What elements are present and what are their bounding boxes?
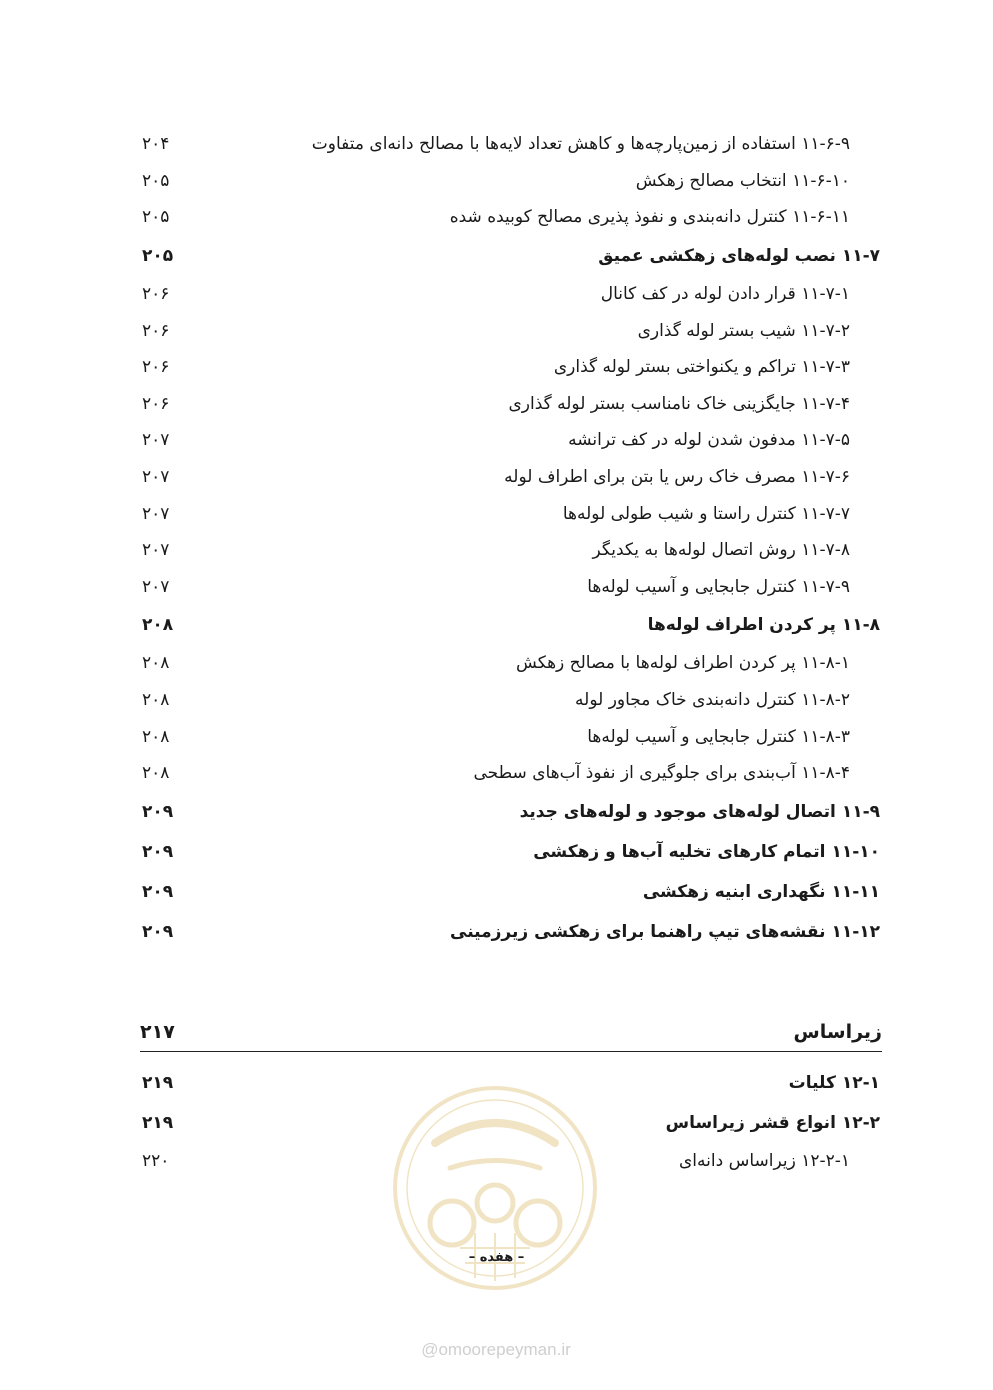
- toc-entry: [140, 872, 880, 912]
- toc-page-number: ۲۰۹: [142, 881, 174, 902]
- toc-entry-title: ۱۱-۷ نصب لوله‌های زهکشی عمیق: [598, 245, 880, 266]
- toc-entry-title: ۱۱-۶-۹ استفاده از زمین‌پارچه‌ها و کاهش تعداد لایه‌ها با مصالح دانه‌ای متفاوت: [311, 134, 850, 155]
- chapter-title: زیراساس: [793, 1021, 882, 1043]
- toc-entry: [140, 792, 880, 832]
- toc-entry-title: ۱۲-۲ انواع قشر زیراساس: [665, 1113, 880, 1133]
- toc-entry-title: ۱۱-۹ اتصال لوله‌های موجود و لوله‌های جدید: [519, 801, 880, 822]
- toc-page-number: ۲۰۶: [142, 320, 170, 341]
- toc-entry-title: ۱۱-۶-۱۰ انتخاب مصالح زهکش: [635, 170, 850, 191]
- toc-entry: [140, 276, 880, 313]
- toc-page-number: ۲۰۴: [142, 134, 170, 155]
- toc-page-number: ۲۰۸: [142, 653, 170, 674]
- toc-entry: [140, 569, 880, 606]
- toc-entry: [140, 718, 880, 755]
- toc-page-number: ۲۰۷: [142, 503, 170, 524]
- toc-entry-title: ۱۱-۱۱ نگهداری ابنیه زهکشی: [642, 881, 880, 902]
- toc-entry-title: ۱۱-۷-۳ تراکم و یکنواختی بستر لوله گذاری: [553, 357, 850, 378]
- toc-entry-title: ۱۲-۲-۱ زیراساس دانه‌ای: [679, 1151, 850, 1172]
- toc-entry: [140, 236, 880, 276]
- toc-entry-title: ۱۲-۱ کلیات: [788, 1073, 880, 1093]
- toc-page-number: ۲۰۵: [142, 245, 174, 266]
- toc-entry: [140, 605, 880, 645]
- toc-page-number: ۲۰۹: [142, 801, 174, 822]
- page-footer-number: – هفده –: [468, 1250, 525, 1265]
- toc-entry: [140, 682, 880, 719]
- toc-entry: [140, 349, 880, 386]
- toc-entry-title: ۱۱-۷-۲ شیب بستر لوله گذاری: [637, 320, 850, 341]
- toc-entry: [140, 755, 880, 792]
- toc-entry-title: ۱۱-۷-۵ مدفون شدن لوله در کف ترانشه: [568, 430, 850, 451]
- toc-page-number: ۲۱۹: [142, 1073, 174, 1093]
- toc-entry: [140, 832, 880, 872]
- toc-page-number: ۲۰۵: [142, 207, 170, 228]
- chapter-page-number: ۲۱۷: [140, 1021, 175, 1043]
- toc-entry: [140, 459, 880, 496]
- toc-page-number: ۲۰۹: [142, 921, 174, 942]
- toc-page-number: ۲۰۸: [142, 726, 170, 747]
- toc-page-number: ۲۰۸: [142, 690, 170, 711]
- toc-entry-title: ۱۱-۸-۴ آب‌بندی برای جلوگیری از نفوذ آب‌های سطحی: [473, 763, 850, 784]
- toc-entry-title: ۱۱-۶-۱۱ کنترل دانه‌بندی و نفوذ پذیری مصالح کوبیده شده: [449, 207, 850, 228]
- toc-page-number: ۲۰۵: [142, 170, 170, 191]
- toc-entry: [140, 312, 880, 349]
- toc-entry: [140, 126, 880, 163]
- toc-page-number: ۲۰۶: [142, 284, 170, 305]
- toc-page-number: ۲۰۶: [142, 393, 170, 414]
- toc-page-number: ۲۰۷: [142, 467, 170, 488]
- toc-entry: [140, 645, 880, 682]
- toc-page-number: ۲۰۹: [142, 841, 174, 862]
- toc-page-number: ۲۰۸: [142, 763, 170, 784]
- toc-entry: [140, 199, 880, 236]
- toc-entry: [140, 912, 880, 952]
- toc-page-number: ۲۰۷: [142, 540, 170, 561]
- toc-page-number: ۲۰۸: [142, 615, 174, 636]
- toc-entry-title: ۱۱-۷-۱ قرار دادن لوله در کف کانال: [600, 284, 850, 305]
- toc-entry-title: ۱۱-۸-۲ کنترل دانه‌بندی خاک مجاور لوله: [575, 690, 850, 711]
- toc-entry-title: ۱۱-۱۰ اتمام کارهای تخلیه آب‌ها و زهکشی: [533, 841, 880, 862]
- toc-page-number: ۲۰۷: [142, 430, 170, 451]
- toc-entry: [140, 495, 880, 532]
- toc-entry-title: ۱۱-۱۲ نقشه‌های تیپ راهنما برای زهکشی زیرزمینی: [450, 921, 880, 942]
- toc-page-number: ۲۲۰: [142, 1151, 170, 1172]
- toc-entry-title: ۱۱-۸-۱ پر کردن اطراف لوله‌ها با مصالح زهکش: [516, 653, 850, 674]
- toc-entry: [140, 163, 880, 200]
- toc-entry-title: ۱۱-۷-۴ جایگزینی خاک نامناسب بستر لوله گذاری: [508, 393, 850, 414]
- chapter-heading: [140, 1013, 882, 1052]
- toc-list: [140, 126, 880, 952]
- toc-page-number: ۲۱۹: [142, 1113, 174, 1133]
- toc-entry-title: ۱۱-۷-۶ مصرف خاک رس یا بتن برای اطراف لوله: [504, 467, 850, 488]
- toc-page-number: ۲۰۷: [142, 576, 170, 597]
- toc-entry-title: ۱۱-۷-۷ کنترل راستا و شیب طولی لوله‌ها: [562, 503, 850, 524]
- toc-entry: [140, 422, 880, 459]
- toc-entry-title: ۱۱-۷-۹ کنترل جابجایی و آسیب لوله‌ها: [587, 576, 850, 597]
- toc-entry-title: ۱۱-۷-۸ روش اتصال لوله‌ها به یکدیگر: [592, 540, 850, 561]
- toc-page-number: ۲۰۶: [142, 357, 170, 378]
- watermark-handle: @omoorepeyman.ir: [421, 1340, 571, 1359]
- toc-entry-title: ۱۱-۸-۳ کنترل جابجایی و آسیب لوله‌ها: [587, 726, 850, 747]
- toc-entry-title: ۱۱-۸ پر کردن اطراف لوله‌ها: [647, 615, 880, 636]
- toc-entry: [140, 386, 880, 423]
- toc-entry: [140, 532, 880, 569]
